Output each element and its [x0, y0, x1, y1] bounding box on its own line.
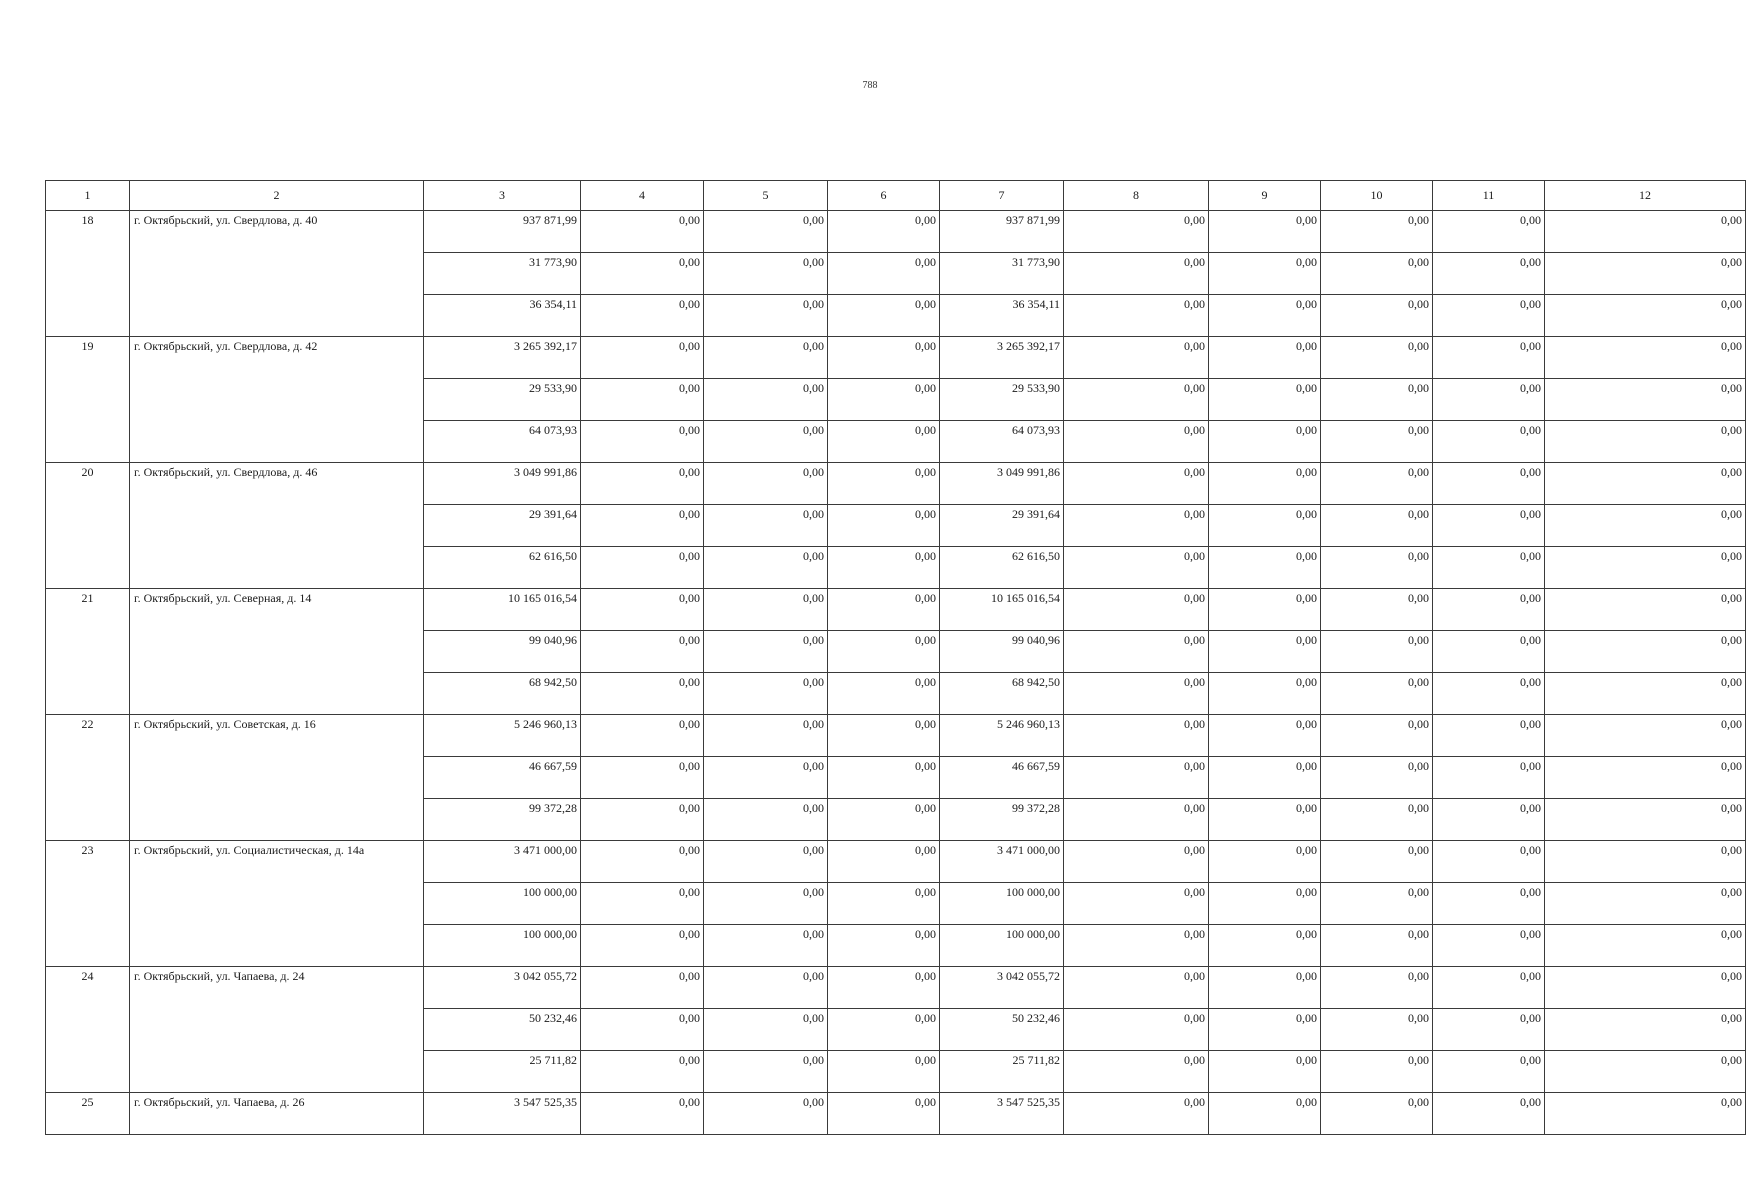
value-cell: 0,00	[1064, 841, 1209, 883]
value-cell: 0,00	[581, 715, 704, 757]
value-cell: 0,00	[581, 1009, 704, 1051]
value-cell: 0,00	[1433, 421, 1545, 463]
value-cell: 100 000,00	[424, 925, 581, 967]
value-cell: 0,00	[828, 799, 940, 841]
value-cell: 0,00	[1209, 799, 1321, 841]
value-cell: 0,00	[1064, 1051, 1209, 1093]
value-cell: 0,00	[1321, 253, 1433, 295]
value-cell: 0,00	[1209, 463, 1321, 505]
value-cell: 0,00	[828, 421, 940, 463]
value-cell: 0,00	[828, 589, 940, 631]
value-cell: 0,00	[1545, 337, 1746, 379]
value-cell: 0,00	[704, 799, 828, 841]
value-cell: 0,00	[828, 715, 940, 757]
value-cell: 3 049 991,86	[940, 463, 1064, 505]
value-cell: 3 471 000,00	[424, 841, 581, 883]
value-cell: 0,00	[1064, 463, 1209, 505]
value-cell: 0,00	[1209, 757, 1321, 799]
value-cell: 3 547 525,35	[940, 1093, 1064, 1135]
value-cell: 99 372,28	[424, 799, 581, 841]
value-cell: 0,00	[1209, 1009, 1321, 1051]
value-cell: 0,00	[1545, 631, 1746, 673]
object-number: 21	[46, 589, 130, 715]
table-body	[46, 211, 1746, 1135]
value-cell: 0,00	[1433, 1009, 1545, 1051]
column-header: 7	[940, 181, 1064, 211]
value-cell: 0,00	[1209, 631, 1321, 673]
value-cell: 0,00	[828, 631, 940, 673]
value-cell: 0,00	[1209, 505, 1321, 547]
value-cell: 10 165 016,54	[940, 589, 1064, 631]
value-cell: 0,00	[1545, 421, 1746, 463]
object-number: 24	[46, 967, 130, 1093]
value-cell: 0,00	[1321, 925, 1433, 967]
value-cell: 0,00	[1545, 379, 1746, 421]
value-cell: 5 246 960,13	[424, 715, 581, 757]
value-cell: 0,00	[1321, 379, 1433, 421]
value-cell: 0,00	[1545, 757, 1746, 799]
value-cell: 36 354,11	[424, 295, 581, 337]
column-header: 2	[130, 181, 424, 211]
value-cell: 0,00	[1064, 967, 1209, 1009]
value-cell: 0,00	[1545, 715, 1746, 757]
value-cell: 0,00	[1545, 841, 1746, 883]
value-cell: 0,00	[704, 379, 828, 421]
value-cell: 0,00	[1064, 925, 1209, 967]
value-cell: 0,00	[1433, 463, 1545, 505]
value-cell: 0,00	[1064, 673, 1209, 715]
value-cell: 0,00	[1321, 463, 1433, 505]
value-cell: 0,00	[1321, 421, 1433, 463]
value-cell: 0,00	[1321, 589, 1433, 631]
value-cell: 0,00	[1209, 673, 1321, 715]
value-cell: 0,00	[704, 883, 828, 925]
value-cell: 68 942,50	[424, 673, 581, 715]
value-cell: 0,00	[1545, 211, 1746, 253]
value-cell: 0,00	[581, 253, 704, 295]
value-cell: 0,00	[1064, 421, 1209, 463]
value-cell: 0,00	[1433, 799, 1545, 841]
value-cell: 0,00	[581, 757, 704, 799]
value-cell: 99 040,96	[940, 631, 1064, 673]
value-cell: 31 773,90	[424, 253, 581, 295]
value-cell: 0,00	[1064, 883, 1209, 925]
value-cell: 29 391,64	[424, 505, 581, 547]
value-cell: 3 471 000,00	[940, 841, 1064, 883]
value-cell: 0,00	[1545, 463, 1746, 505]
value-cell: 29 533,90	[424, 379, 581, 421]
value-cell: 0,00	[828, 463, 940, 505]
value-cell: 0,00	[1209, 379, 1321, 421]
object-address: г. Октябрьский, ул. Свердлова, д. 40	[130, 211, 424, 337]
value-cell: 0,00	[828, 295, 940, 337]
value-cell: 0,00	[581, 1051, 704, 1093]
value-cell: 0,00	[1545, 505, 1746, 547]
value-cell: 64 073,93	[940, 421, 1064, 463]
value-cell: 100 000,00	[940, 883, 1064, 925]
value-cell: 0,00	[1321, 505, 1433, 547]
value-cell: 0,00	[1321, 967, 1433, 1009]
value-cell: 0,00	[1209, 967, 1321, 1009]
data-table	[45, 180, 1746, 1135]
value-cell: 0,00	[1545, 883, 1746, 925]
value-cell: 0,00	[1064, 757, 1209, 799]
value-cell: 0,00	[1433, 337, 1545, 379]
value-cell: 0,00	[828, 379, 940, 421]
value-cell: 0,00	[1209, 715, 1321, 757]
value-cell: 0,00	[1321, 715, 1433, 757]
value-cell: 0,00	[1209, 1093, 1321, 1135]
object-address: г. Октябрьский, ул. Чапаева, д. 24	[130, 967, 424, 1093]
value-cell: 0,00	[828, 1009, 940, 1051]
object-address: г. Октябрьский, ул. Свердлова, д. 42	[130, 337, 424, 463]
column-header: 5	[704, 181, 828, 211]
value-cell: 25 711,82	[424, 1051, 581, 1093]
object-number: 23	[46, 841, 130, 967]
value-cell: 0,00	[704, 1051, 828, 1093]
column-header: 6	[828, 181, 940, 211]
value-cell: 0,00	[581, 589, 704, 631]
value-cell: 0,00	[1209, 925, 1321, 967]
value-cell: 0,00	[1433, 379, 1545, 421]
value-cell: 0,00	[1321, 631, 1433, 673]
value-cell: 0,00	[704, 295, 828, 337]
value-cell: 937 871,99	[940, 211, 1064, 253]
value-cell: 0,00	[581, 547, 704, 589]
value-cell: 99 372,28	[940, 799, 1064, 841]
value-cell: 0,00	[828, 211, 940, 253]
value-cell: 46 667,59	[940, 757, 1064, 799]
value-cell: 0,00	[704, 505, 828, 547]
value-cell: 0,00	[581, 673, 704, 715]
value-cell: 0,00	[1321, 673, 1433, 715]
value-cell: 0,00	[1433, 631, 1545, 673]
value-cell: 0,00	[1209, 253, 1321, 295]
column-number-row	[46, 181, 1746, 211]
value-cell: 0,00	[1064, 547, 1209, 589]
value-cell: 0,00	[1064, 295, 1209, 337]
value-cell: 3 042 055,72	[424, 967, 581, 1009]
value-cell: 0,00	[1064, 589, 1209, 631]
value-cell: 0,00	[1433, 253, 1545, 295]
value-cell: 0,00	[1321, 841, 1433, 883]
value-cell: 0,00	[828, 967, 940, 1009]
value-cell: 0,00	[1545, 673, 1746, 715]
value-cell: 29 391,64	[940, 505, 1064, 547]
object-address: г. Октябрьский, ул. Советская, д. 16	[130, 715, 424, 841]
table-row	[46, 211, 1746, 253]
value-cell: 62 616,50	[940, 547, 1064, 589]
value-cell: 0,00	[1545, 1051, 1746, 1093]
value-cell: 0,00	[1321, 1009, 1433, 1051]
value-cell: 0,00	[828, 883, 940, 925]
value-cell: 0,00	[1433, 211, 1545, 253]
value-cell: 5 246 960,13	[940, 715, 1064, 757]
column-header: 10	[1321, 181, 1433, 211]
value-cell: 0,00	[581, 925, 704, 967]
value-cell: 62 616,50	[424, 547, 581, 589]
value-cell: 0,00	[704, 715, 828, 757]
value-cell: 25 711,82	[940, 1051, 1064, 1093]
value-cell: 100 000,00	[424, 883, 581, 925]
value-cell: 0,00	[1545, 799, 1746, 841]
value-cell: 0,00	[1209, 547, 1321, 589]
value-cell: 0,00	[1321, 295, 1433, 337]
value-cell: 99 040,96	[424, 631, 581, 673]
value-cell: 0,00	[581, 967, 704, 1009]
value-cell: 36 354,11	[940, 295, 1064, 337]
value-cell: 0,00	[1321, 211, 1433, 253]
value-cell: 0,00	[704, 337, 828, 379]
value-cell: 68 942,50	[940, 673, 1064, 715]
value-cell: 64 073,93	[424, 421, 581, 463]
value-cell: 0,00	[704, 1093, 828, 1135]
value-cell: 0,00	[1209, 589, 1321, 631]
value-cell: 0,00	[1064, 715, 1209, 757]
value-cell: 0,00	[581, 295, 704, 337]
value-cell: 0,00	[1064, 211, 1209, 253]
table-row	[46, 841, 1746, 883]
value-cell: 0,00	[828, 505, 940, 547]
value-cell: 0,00	[704, 421, 828, 463]
value-cell: 0,00	[828, 757, 940, 799]
value-cell: 0,00	[704, 1009, 828, 1051]
table-row	[46, 715, 1746, 757]
value-cell: 0,00	[704, 841, 828, 883]
value-cell: 0,00	[704, 631, 828, 673]
value-cell: 0,00	[1545, 925, 1746, 967]
object-number: 19	[46, 337, 130, 463]
column-header: 1	[46, 181, 130, 211]
value-cell: 0,00	[1064, 337, 1209, 379]
value-cell: 10 165 016,54	[424, 589, 581, 631]
value-cell: 0,00	[1209, 337, 1321, 379]
value-cell: 0,00	[1545, 547, 1746, 589]
value-cell: 0,00	[1209, 1051, 1321, 1093]
value-cell: 0,00	[581, 883, 704, 925]
page-number: 788	[862, 80, 878, 91]
value-cell: 3 265 392,17	[940, 337, 1064, 379]
value-cell: 31 773,90	[940, 253, 1064, 295]
value-cell: 0,00	[828, 253, 940, 295]
value-cell: 0,00	[1321, 547, 1433, 589]
value-cell: 50 232,46	[424, 1009, 581, 1051]
table-row	[46, 967, 1746, 1009]
value-cell: 0,00	[1209, 841, 1321, 883]
table-row	[46, 463, 1746, 505]
value-cell: 0,00	[1545, 1009, 1746, 1051]
value-cell: 0,00	[581, 379, 704, 421]
value-cell: 0,00	[1064, 1009, 1209, 1051]
value-cell: 0,00	[1433, 715, 1545, 757]
value-cell: 0,00	[704, 925, 828, 967]
value-cell: 0,00	[828, 1093, 940, 1135]
value-cell: 0,00	[704, 673, 828, 715]
value-cell: 0,00	[1064, 799, 1209, 841]
object-address: г. Октябрьский, ул. Свердлова, д. 46	[130, 463, 424, 589]
value-cell: 0,00	[1209, 883, 1321, 925]
value-cell: 0,00	[1433, 589, 1545, 631]
value-cell: 0,00	[1064, 253, 1209, 295]
value-cell: 0,00	[581, 421, 704, 463]
value-cell: 0,00	[828, 337, 940, 379]
value-cell: 0,00	[581, 211, 704, 253]
value-cell: 0,00	[704, 253, 828, 295]
column-header: 11	[1433, 181, 1545, 211]
value-cell: 0,00	[704, 967, 828, 1009]
object-number: 20	[46, 463, 130, 589]
value-cell: 0,00	[704, 589, 828, 631]
value-cell: 0,00	[1545, 253, 1746, 295]
value-cell: 0,00	[1064, 379, 1209, 421]
value-cell: 0,00	[581, 841, 704, 883]
value-cell: 0,00	[1545, 967, 1746, 1009]
value-cell: 0,00	[1433, 295, 1545, 337]
column-header: 9	[1209, 181, 1321, 211]
value-cell: 46 667,59	[424, 757, 581, 799]
value-cell: 0,00	[1545, 295, 1746, 337]
value-cell: 0,00	[581, 631, 704, 673]
value-cell: 0,00	[1433, 1051, 1545, 1093]
value-cell: 0,00	[1064, 631, 1209, 673]
value-cell: 0,00	[1209, 295, 1321, 337]
value-cell: 0,00	[1209, 211, 1321, 253]
value-cell: 0,00	[1321, 799, 1433, 841]
object-address: г. Октябрьский, ул. Северная, д. 14	[130, 589, 424, 715]
object-address: г. Октябрьский, ул. Социалистическая, д. 14а	[130, 841, 424, 967]
value-cell: 0,00	[581, 463, 704, 505]
value-cell: 0,00	[1064, 1093, 1209, 1135]
value-cell: 0,00	[1064, 505, 1209, 547]
value-cell: 0,00	[581, 337, 704, 379]
value-cell: 0,00	[704, 547, 828, 589]
value-cell: 0,00	[1321, 1051, 1433, 1093]
value-cell: 0,00	[704, 757, 828, 799]
column-header: 3	[424, 181, 581, 211]
value-cell: 0,00	[1433, 841, 1545, 883]
value-cell: 0,00	[1433, 1093, 1545, 1135]
table-row	[46, 589, 1746, 631]
value-cell: 0,00	[828, 1051, 940, 1093]
value-cell: 0,00	[581, 799, 704, 841]
value-cell: 0,00	[1545, 589, 1746, 631]
value-cell: 0,00	[828, 547, 940, 589]
value-cell: 3 049 991,86	[424, 463, 581, 505]
value-cell: 937 871,99	[424, 211, 581, 253]
column-header: 4	[581, 181, 704, 211]
value-cell: 0,00	[1433, 673, 1545, 715]
value-cell: 3 265 392,17	[424, 337, 581, 379]
value-cell: 0,00	[1433, 505, 1545, 547]
value-cell: 0,00	[1433, 757, 1545, 799]
value-cell: 3 042 055,72	[940, 967, 1064, 1009]
value-cell: 0,00	[1321, 883, 1433, 925]
value-cell: 0,00	[1433, 547, 1545, 589]
table-sheet	[45, 180, 1742, 1180]
value-cell: 100 000,00	[940, 925, 1064, 967]
value-cell: 0,00	[704, 211, 828, 253]
column-header: 8	[1064, 181, 1209, 211]
value-cell: 0,00	[828, 925, 940, 967]
value-cell: 0,00	[1433, 967, 1545, 1009]
value-cell: 29 533,90	[940, 379, 1064, 421]
value-cell: 0,00	[1545, 1093, 1746, 1135]
column-header: 12	[1545, 181, 1746, 211]
object-number: 22	[46, 715, 130, 841]
value-cell: 0,00	[828, 841, 940, 883]
object-number: 25	[46, 1093, 130, 1135]
value-cell: 50 232,46	[940, 1009, 1064, 1051]
value-cell: 0,00	[581, 505, 704, 547]
value-cell: 0,00	[704, 463, 828, 505]
value-cell: 0,00	[581, 1093, 704, 1135]
value-cell: 0,00	[1433, 883, 1545, 925]
value-cell: 3 547 525,35	[424, 1093, 581, 1135]
value-cell: 0,00	[828, 673, 940, 715]
value-cell: 0,00	[1433, 925, 1545, 967]
table-row	[46, 1093, 1746, 1135]
table-row	[46, 337, 1746, 379]
value-cell: 0,00	[1321, 757, 1433, 799]
value-cell: 0,00	[1321, 1093, 1433, 1135]
object-number: 18	[46, 211, 130, 337]
object-address: г. Октябрьский, ул. Чапаева, д. 26	[130, 1093, 424, 1135]
value-cell: 0,00	[1209, 421, 1321, 463]
value-cell: 0,00	[1321, 337, 1433, 379]
